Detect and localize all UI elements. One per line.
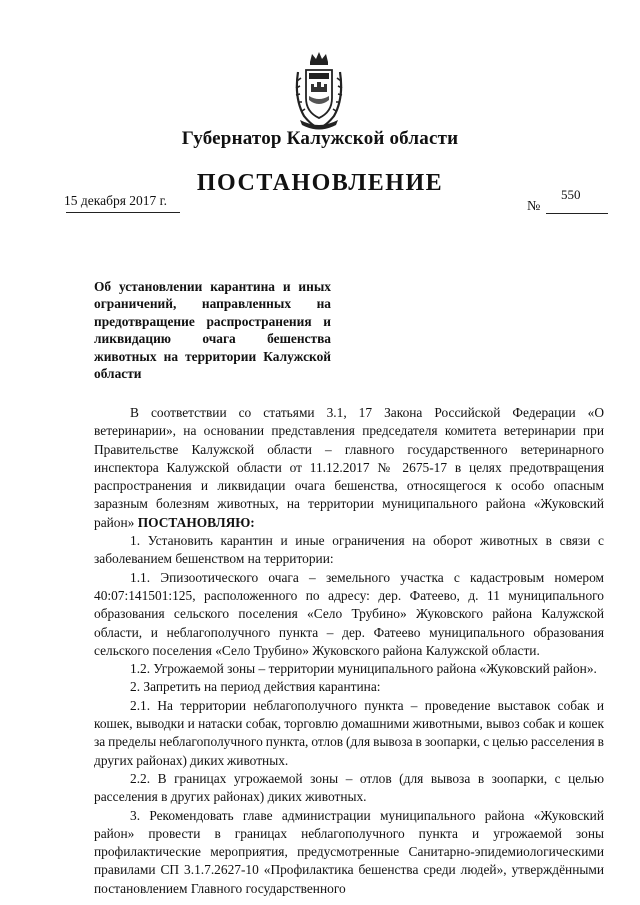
document-body [94, 404, 604, 898]
resolve-word: ПОСТАНОВЛЯЮ: [137, 514, 255, 530]
coat-of-arms-icon [292, 50, 346, 130]
paragraph-1-2: 1.2. Угрожаемой зоны – территории муниципального района «Жуковский район». [130, 661, 597, 677]
paragraph-2-2: 2.2. В границах угрожаемой зоны – отлов (для вывоза в зоопарки, с целью расселения в других районах) диких животных. [94, 770, 604, 805]
paragraph-2: 2. Запретить на период действия карантина: [130, 679, 381, 695]
paragraph-2-1: 2.1. На территории неблагополучного пункта – проведение выставок собак и кошек, выводки и натаски собак, торговлю домашними животными, вывоз собак и кошек за пределы неблагополучного пункта, отлов (для вывоза в зоопарки, с целью расселения в других районах) диких животных. [94, 697, 604, 768]
document-subject: Об установлении карантина и иных ограничений, направленных на предотвращение распространения и ликвидацию очага бешенства животных на территории Калужской области [94, 279, 331, 382]
number-underline [546, 213, 608, 214]
paragraph-1: 1. Установить карантин и иные ограничения на оборот животных в связи с заболеванием бешенством на территории: [94, 533, 604, 567]
document-type-title: ПОСТАНОВЛЕНИЕ [196, 170, 444, 196]
date-underline [66, 212, 180, 213]
number-sign: № [527, 199, 541, 214]
document-date: 15 декабря 2017 г. [64, 193, 168, 208]
document-number: 550 [561, 187, 581, 202]
paragraph-3: 3. Рекомендовать главе администрации муниципального района «Жуковский район» провести в границах неблагополучного пункта и угрожаемой зоны профилактические мероприятия, предусмотренные Санитарно-эпидемиологическими правилами СП 3.1.7.2627-10 «Профилактика бешенства среди людей», утверждёнными постановлением Главного государственного [94, 807, 604, 896]
issuing-authority: Губернатор Калужской области [181, 128, 459, 149]
intro-text: В соответствии со статьями 3.1, 17 Закона Российской Федерации «О ветеринарии», на основании представления председателя комитета ветеринарии при Правительстве Калужской области – главного государственного ветеринарного инспектора Калужской области от 11.12.2017 № 2675-17 в целях предотвращения распространения и ликвидации очага бешенства, относящегося к особо опасным заразным болезням животных, на территории муниципального района «Жуковский район» [94, 405, 604, 530]
paragraph-1-1: 1.1. Эпизоотического очага – земельного участка с кадастровым номером 40:07:141501:125, расположенного по адресу: дер. Фатеево, д. 11 муниципального образования сельского поселения «Село Трубино» Жуковского района Калужской области, и неблагополучного пункта – дер. Фатеево муниципального образования сельского поселения «Село Трубино» Жуковского района Калужской области. [94, 569, 604, 658]
paragraph-intro [94, 404, 604, 532]
